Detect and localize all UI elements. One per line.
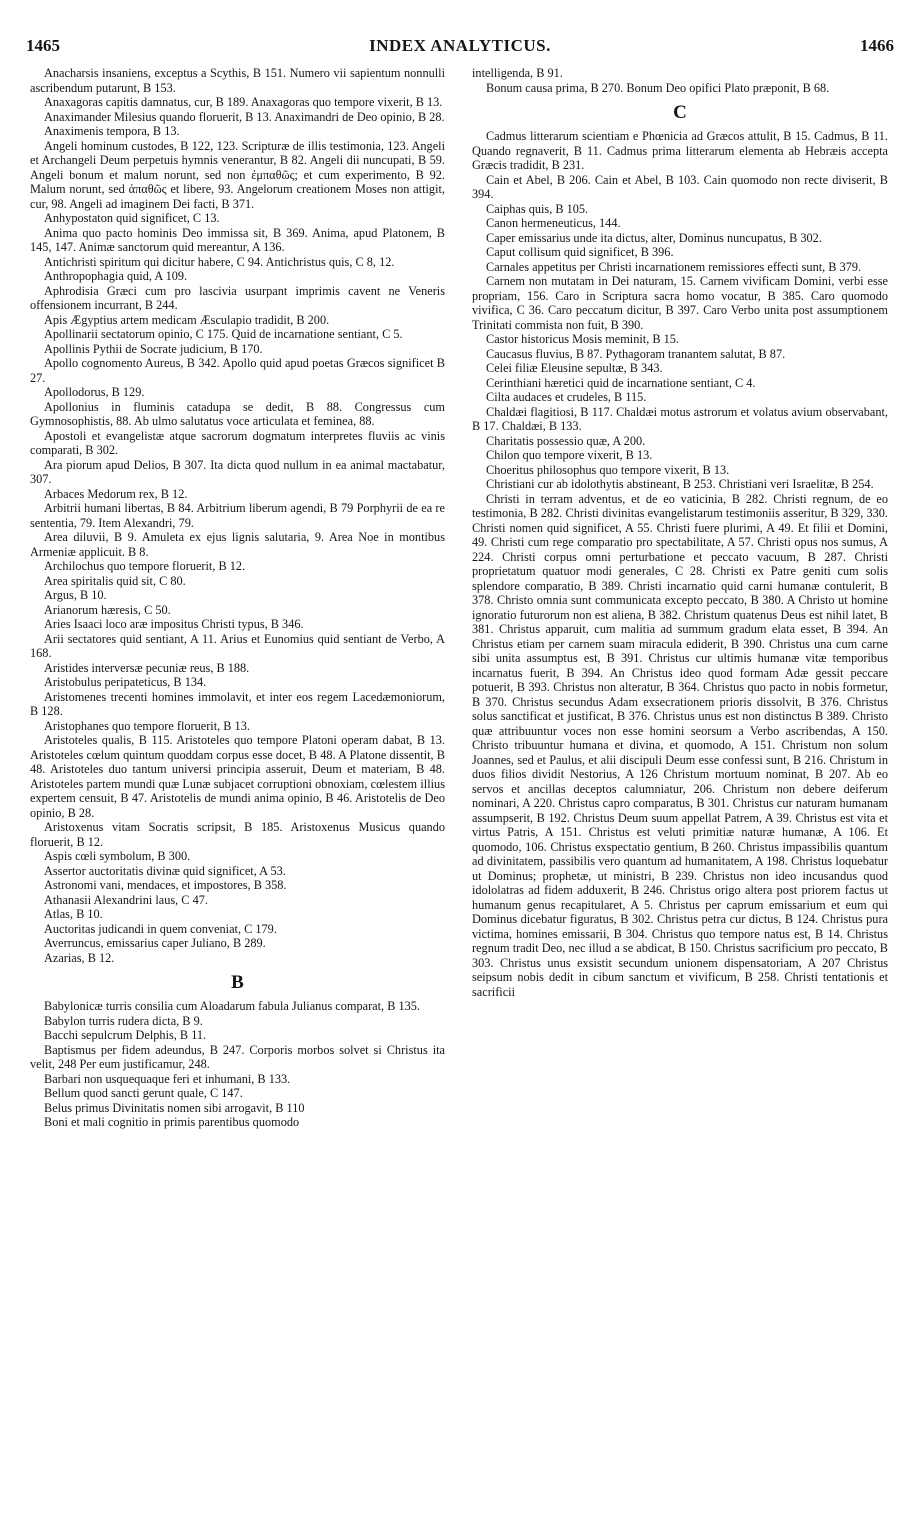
index-entry: Caucasus fluvius, B 87. Pythagoram tranantem salutat, B 87. xyxy=(486,346,786,361)
index-entry: Babylon turris rudera dicta, B 9. xyxy=(44,1013,203,1028)
index-entry: Bellum quod sancti gerunt quale, C 147. xyxy=(44,1086,243,1100)
index-entry: Antichristi spiritum qui dicitur habere, C 94. Antichristus quis, C 8, 12. xyxy=(44,254,395,269)
section-letter-c: C xyxy=(673,102,687,123)
index-entry: Apollinarii sectatorum opinio, C 175. Quid de incarnatione sentiant, C 5. xyxy=(44,327,403,341)
index-entry: Celei filiæ Eleusine sepultæ, B 343. xyxy=(486,361,663,375)
index-entry: Azarias, B 12. xyxy=(44,950,115,965)
index-entry: Choeritus philosophus quo tempore vixerit, B 13. xyxy=(486,462,730,477)
right-column xyxy=(472,66,888,999)
index-entry: Apollonius in fluminis catadupa se dedit, B 88. Congressus cum Gymnosophistis, 88. Ab ulmo salutatus voce articulata et feminea, 88. xyxy=(30,399,445,428)
index-entry: Chilon quo tempore vixerit, B 13. xyxy=(486,448,653,462)
index-entry: Christi in terram adventus, et de eo vaticinia, B 282. Christi regnum, de eo testimonia, B 282. Christi divinitas evangelistarum testimoniis asseritur, B 329, 330. Christi nomen quid significet, A 55. Christi fuere plurimi, A 49. Et filii et Domini, 49. Christi cum rege comparatio pro spectabilitate, A 57. Christi opus nos sumus, A 224. Christi corpus omni perturbatione et peccato vacuum, B 287. Christi proprietatum quatuor modi generales, C 28. Christi ex Patre geniti cum solis splendore comparatio, B 389. Christi incarnatio quid carni humanæ contulerit, B 378. Christo omnia sunt communicata excepto peccato, B 380. A Christo ut homine ignoratio futurorum non est aliena, B 382. Christum quatenus Deus est nihil latet, B 381. Christus apparuit, cum malitia ad summum gradum elata esset, B 394. An Christus etiam per carnem suam miracula ediderit, B 390. Christus una cum carne sibi unita assumptus est, B 391. Christus cur ultimis humanæ vitæ temporibus incarnatus fuerit, B 394. An Christus ideo quod formam Adæ gessit peccare potuerit, B 393. Christus non alteratur, B 364. Christus quo pacto in nobis formetur, B 370. Christus secundus Adam exsecrationem prioris dissolvit, B 376. Christus solus sanctificat et justificat, B 376. Christus unus est non distinctus B 389. Christo quæ attribuuntur voces non esse homini seorsum a Verbo ascribendas, A 150. Christo tribuuntur humana et divina, et quomodo, A 151. Christum non solum Joannes, sed et Paulus, et alii discipuli Deum esse confessi sunt, B 216. Christum in duos filios dividit Nestorius, A 126 Christum mortuum nominat, B 207. Ab eo servos et ancillas deceptos calumniatur, 206. Christum non debere deiferum nominari, A 220. Christus capro comparatus, B 301. Christus cur naturam humanam assumpserit, B 192. Christus Deum suum appellat Patrem, A 39. Christus est vita et virtus Patris, A 151. Christus est veluti primitiæ naturæ humanæ, A 106. Et quomodo, 106. Christus exspectatio gentium, B 260. Christus impassibilis quantum ad divinitatem, passibilis vero quantum ad humanitatem, A 198. Christus loquebatur ut Dominus; prophetæ, ut ministri, B 239. Christus non ideo incusandus quod idololatras ad fidem adduxerit, B 246. Christus origo altera post priorem factus ut humanum genus recapitularet, A 5. Christus per caprum emissarium et eum qui Dominus dicebatur figuratus, B 302. Christus petra cur dictus, B 124. Christus pura victima, homines emissarii, B 304. Christus quo tempore natus est, B 14. Christus regnum tradit Deo, nec illud a se abdicat, B 150. Christus sacrificium pro peccato, B 303. Christus unus exsistit secundum unionem dispensatoriam, A 207 Christus seipsum nobis dedit in cibum sanctum et vivificum, B 258. Christi tentationis et sacrificii xyxy=(472,491,888,999)
index-entry: Area diluvii, B 9. Amuleta ex ejus lignis salutaria, 9. Area Noe in montibus Armeniæ applicuit. B 8. xyxy=(30,530,445,559)
index-entry: Aristoxenus vitam Socratis scripsit, B 185. Aristoxenus Musicus quando floruerit, B 12. xyxy=(30,820,445,849)
index-entry: Canon hermeneuticus, 144. xyxy=(486,216,621,230)
index-entry: Aphrodisia Græci cum pro lascivia usurpant imprimis cavent ne Veneris offensionem incurrant, B 244. xyxy=(30,283,445,312)
index-entry: Arii sectatores quid sentiant, A 11. Arius et Eunomius quid sentiant de Verbo, A 168. xyxy=(30,631,445,660)
index-entry: Apostoli et evangelistæ atque sacrorum dogmatum interpretes fluviis ac vinis comparati, B 302. xyxy=(30,428,445,457)
index-entry: Caiphas quis, B 105. xyxy=(486,201,589,216)
index-entry: Anima quo pacto hominis Deo immissa sit, B 369. Anima, apud Platonem, B 145, 147. Animæ sanctorum quid mereantur, A 136. xyxy=(30,225,445,254)
index-entry: Aristophanes quo tempore floruerit, B 13. xyxy=(44,718,250,733)
index-entry: Arbaces Medorum rex, B 12. xyxy=(44,486,188,501)
index-entry: Carnales appetitus per Christi incarnationem remissiores effecti sunt, B 379. xyxy=(486,259,862,274)
index-entry: Cerinthiani hæretici quid de incarnatione sentiant, C 4. xyxy=(486,375,756,390)
index-entry: Anaxagoras capitis damnatus, cur, B 189. Anaxagoras quo tempore vixerit, B 13. xyxy=(44,95,443,109)
index-entry: Anaximander Milesius quando floruerit, B 13. Anaximandri de Deo opinio, B 28. xyxy=(44,109,445,124)
page-header xyxy=(26,36,894,58)
index-entry: Astronomi vani, mendaces, et impostores, B 358. xyxy=(44,878,287,892)
index-entry: Anthropophagia quid, A 109. xyxy=(44,269,188,283)
index-entry: Apollodorus, B 129. xyxy=(44,385,145,399)
index-entry: Cadmus litterarum scientiam e Phœnicia ad Græcos attulit, B 15. Cadmus, B 11. Quando regnaverit, B 11. Cadmus prima litterarum elementa ab Hebræis accepta Græcis tradidit, B 231. xyxy=(472,129,888,172)
index-entry: Apollo cognomento Aureus, B 342. Apollo quid apud poetas Græcos significet B 27. xyxy=(30,356,445,385)
index-entry: Aristobulus peripateticus, B 134. xyxy=(44,675,207,689)
index-entry: Babylonicæ turris consilia cum Aloadarum fabula Julianus comparat, B 135. xyxy=(44,999,421,1013)
index-entry: Aristides interversæ pecuniæ reus, B 188. xyxy=(44,660,250,675)
index-entry: Charitatis possessio quæ, A 200. xyxy=(486,433,646,448)
index-entry: Apollinis Pythii de Socrate judicium, B 170. xyxy=(44,341,263,356)
index-entry: Anhypostaton quid significet, C 13. xyxy=(44,211,220,225)
index-entry: Archilochus quo tempore floruerit, B 12. xyxy=(44,559,246,573)
index-entry: Aries Isaaci loco aræ impositus Christi typus, B 346. xyxy=(44,617,304,631)
index-entry: Atlas, B 10. xyxy=(44,907,103,921)
index-entry: Averruncus, emissarius caper Juliano, B 289. xyxy=(44,936,266,950)
index-entry: Bonum causa prima, B 270. Bonum Deo opifici Plato præponit, B 68. xyxy=(486,80,830,95)
index-entry: Athanasii Alexandrini laus, C 47. xyxy=(44,892,208,907)
index-entry: Barbari non usquequaque feri et inhumani, B 133. xyxy=(44,1071,291,1086)
index-entry: Ara piorum apud Delios, B 307. Ita dicta quod nullum in ea animal mactabatur, 307. xyxy=(30,457,445,486)
index-entry: Baptismus per fidem adeundus, B 247. Corporis morbos solvet si Christus ita velit, 248 Per eum justificamur, 248. xyxy=(30,1042,445,1071)
index-entry: Bacchi sepulcrum Delphis, B 11. xyxy=(44,1028,207,1042)
index-entry: Boni et mali cognitio in primis parentibus quomodo xyxy=(44,1115,300,1129)
index-entry: Chaldæi flagitiosi, B 117. Chaldæi motus astrorum et volatus avium observabant, B 17. Chaldæi, B 133. xyxy=(472,404,888,433)
page-number-right: 1466 xyxy=(860,36,894,55)
index-entry: Arbitrii humani libertas, B 84. Arbitrium liberum agendi, B 79 Porphyrii de ea re sententia, 79. Item Alexandri, 79. xyxy=(30,501,445,530)
section-letter-b: B xyxy=(231,972,244,993)
index-entry: Angeli hominum custodes, B 122, 123. Scripturæ de illis testimonia, 123. Angeli et Archangeli Deum perpetuis hymnis venerantur, B 82. Angeli dii nuncupati, B 59. Angeli bonum et malum norunt, sed non ἐμπαθῶς; et cum experimento, B 92. Malum norunt, sed ἀπαθῶς et libere, 93. Angelorum creationem Moses non attigit, cur, 98. Angeli ad imaginem Dei facti, B 371. xyxy=(30,138,445,211)
index-entry: Anacharsis insaniens, exceptus a Scythis, B 151. Numero vii sapientum nonnulli ascribendum putarunt, B 153. xyxy=(30,66,445,95)
index-entry: Castor historicus Mosis meminit, B 15. xyxy=(486,332,679,346)
index-entry: Belus primus Divinitatis nomen sibi arrogavit, B 110 xyxy=(44,1100,305,1115)
index-entry: Auctoritas judicandi in quem conveniat, C 179. xyxy=(44,921,277,936)
index-entry: intelligenda, B 91. xyxy=(472,66,563,80)
index-entry: Area spiritalis quid sit, C 80. xyxy=(44,573,186,588)
left-column xyxy=(30,66,445,1130)
index-entry: Cilta audaces et crudeles, B 115. xyxy=(486,390,647,404)
index-entry: Anaximenis tempora, B 13. xyxy=(44,124,180,138)
page-number-left: 1465 xyxy=(26,36,60,55)
index-entry: Arianorum hæresis, C 50. xyxy=(44,602,171,617)
index-entry: Cain et Abel, B 206. Cain et Abel, B 103. Cain quomodo non recte diviserit, B 394. xyxy=(472,172,888,201)
index-entry: Carnem non mutatam in Dei naturam, 15. Carnem vivificam Domini, verbi esse propriam, 156. Caro in Scriptura sacra homo vocatur, B 385. Caro quomodo vivifica, C 36. Caro peccatum dicitur, B 397. Caro Verbo unita post assumptionem Trinitati commista non fuit, B 390. xyxy=(472,274,888,332)
index-entry: Caper emissarius unde ita dictus, alter, Dominus nuncupatus, B 302. xyxy=(486,230,822,245)
index-entry: Christiani cur ab idolothytis abstineant, B 253. Christiani veri Israelitæ, B 254. xyxy=(486,477,874,491)
index-entry: Aristoteles qualis, B 115. Aristoteles quo tempore Platoni operam dabat, B 13. Aristoteles cœlum quintum quoddam corpus esse docet, B 48. A Platone dissentit, B 48. Aristoteles duo tantum universi principia asseruit, Deum et materiam, B 48. Aristoteles partem mundi quæ Lunæ subjacet corruptioni obnoxiam, cœlestem illius expertem censuit, B 47. Aristotelis de mundi anima opinio, B 46. Aristotelis de Deo opinio, B 28. xyxy=(30,733,445,820)
index-entry: Assertor auctoritatis divinæ quid significet, A 53. xyxy=(44,863,286,878)
index-entry: Aristomenes trecenti homines immolavit, et inter eos regem Lacedæmoniorum, B 128. xyxy=(30,689,445,718)
index-entry: Caput collisum quid significet, B 396. xyxy=(486,245,674,259)
running-title: INDEX ANALYTICUS. xyxy=(369,36,551,55)
index-entry: Aspis cœli symbolum, B 300. xyxy=(44,849,191,863)
index-entry: Apis Ægyptius artem medicam Æsculapio tradidit, B 200. xyxy=(44,312,330,327)
index-entry: Argus, B 10. xyxy=(44,588,107,602)
